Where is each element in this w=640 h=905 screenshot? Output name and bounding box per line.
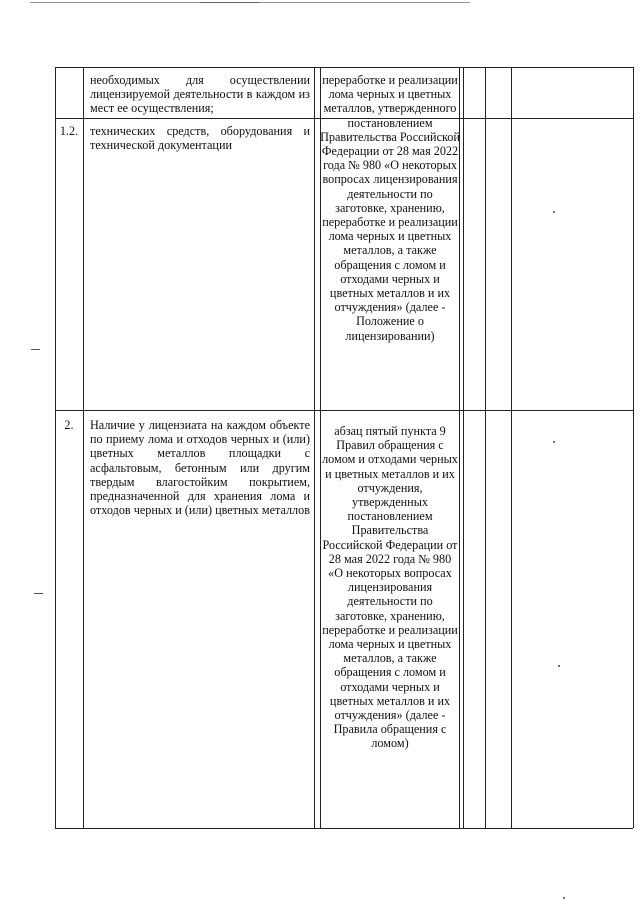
scan-artifact-mark [31, 349, 40, 350]
scan-artifact-dot [558, 665, 560, 667]
row-divider [55, 118, 320, 119]
scan-artifact-dot [553, 211, 555, 213]
scan-artifact-dot [553, 441, 555, 443]
scan-artifact-mark [34, 593, 43, 594]
row-number: 2. [64, 418, 74, 432]
column-divider [314, 67, 315, 828]
column-divider [463, 67, 464, 828]
requirement-text: необходимых для осуществлении лицензируемой деятельности в каждом из мест ее осуществления; [90, 73, 310, 116]
table-top-border [55, 67, 633, 68]
table-left-border [55, 67, 56, 828]
table-right-border [633, 67, 634, 828]
scan-edge-line [200, 2, 260, 3]
legal-basis-text: переработке и реализации лома черных и цветных металлов, утвержденного постановлением Правительства Российской Федерации от 28 мая 2022 года № 980 «О некоторых вопросах лицензирования деятельности по заготовке, хранению, переработке и реализации лома черных и цветных металлов, а также обращения с ломом и отходами черных и цветных металлов и их отчуждения» (далее - Положение о лицензировании) [320, 73, 460, 343]
requirement-text: Наличие у лицензиата на каждом объекте по приему лома и отходов черных и (или) цветных металлов площадки с асфальтовым, бетонным или другим твердым влагостойким покрытием, предназначенной для хранения лома и отходов черных и (или) цветных металлов [90, 418, 310, 518]
column-divider [511, 67, 512, 828]
legal-basis-text: абзац пятый пункта 9 Правил обращения с ломом и отходами черных и цветных металлов и их отчуждения, утвержденных постановлением Правительства Российской Федерации от 28 мая 2022 года № 980 «О некоторых вопросах лицензирования деятельности по заготовке, хранению, переработке и реализации лома черных и цветных металлов, а также обращения с ломом и отходами черных и цветных металлов и их отчуждения» (далее - Правила обращения с ломом) [322, 424, 458, 751]
column-divider [485, 67, 486, 828]
row-number: 1.2. [59, 124, 79, 138]
row-divider [55, 410, 633, 411]
requirement-text: технических средств, оборудования и технической документации [90, 124, 310, 153]
scan-artifact-dot [563, 897, 565, 899]
table-bottom-border [55, 828, 633, 829]
column-divider [83, 67, 84, 828]
